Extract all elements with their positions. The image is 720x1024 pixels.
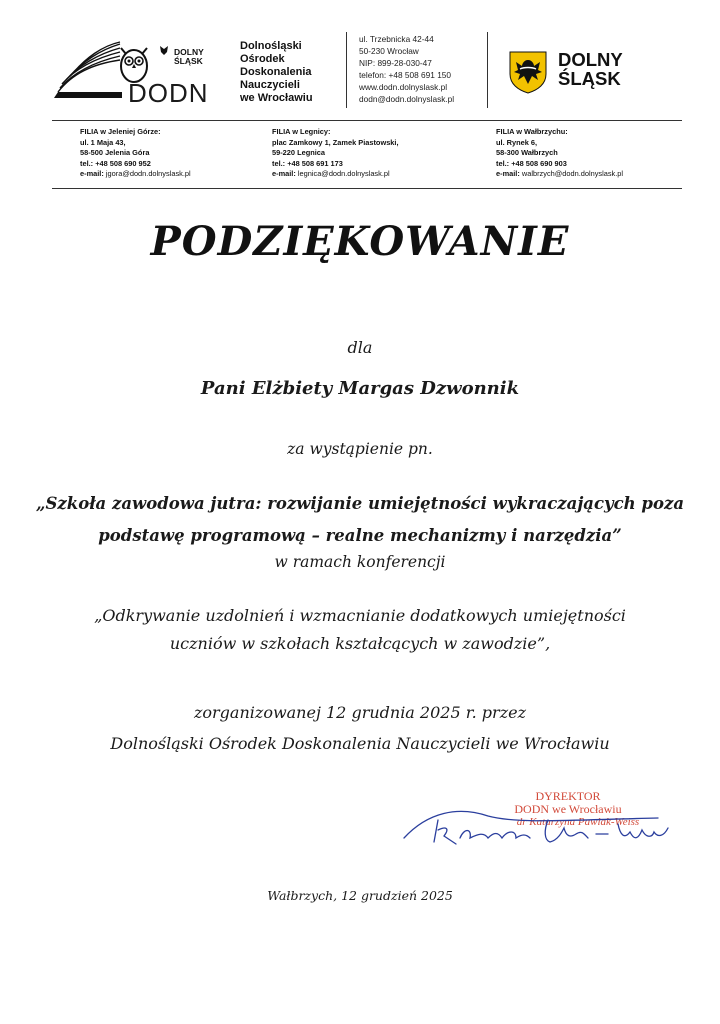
region-brand: DOLNY ŚLĄSK [558,49,623,89]
recipient-name: Pani Elżbiety Margas Dzwonnik [200,378,520,399]
header-divider [346,32,347,108]
for-label: dla [347,338,373,357]
dodn-logo [52,36,230,106]
small-brand-text: DOLNY ŚLĄSK [174,47,204,66]
director-stamp: DYREKTOR DODN we Wrocławiu dr Katarzyna Pawlak-Weiss [514,789,640,828]
address-block: ul. Trzebnicka 42-44 50-230 Wrocław NIP: 899-28-030-47 telefon: +48 508 691 150 www.dodn.dolnyslask.pl dodn@dodn.dolnyslask.pl [359,34,455,104]
region-crest [508,50,548,94]
conference-intro: w ramach konferencji [274,553,446,571]
dodn-wordmark: DODN [128,78,209,108]
handwritten-signature [398,798,688,858]
eagle-crest-icon [508,50,548,94]
organizer-name: Dolnośląski Ośrodek Doskonalenia Nauczycieli we Wrocławiu [110,734,610,753]
header-rule [52,120,682,121]
branch-walbrzych: FILIA w Wałbrzychu: ul. Rynek 6, 58-300 Wałbrzych tel.: +48 508 690 903 e-mail: walbrzych@dodn.dolnyslask.pl [496,127,624,178]
conference-title-line-2: uczniów w szkołach kształcących w zawodzie”, [169,634,551,653]
branches-rule [52,188,682,189]
certificate-title: PODZIĘKOWANIE [150,218,570,265]
branch-legnica: FILIA w Legnicy: plac Zamkowy 1, Zamek Piastowski, 59-220 Legnica tel.: +48 508 691 173 e-mail: legnica@dodn.dolnyslask.pl [272,127,399,178]
organized-date-line: zorganizowanej 12 grudnia 2025 r. przez [193,703,527,722]
talk-title-line-2: podstawę programową – realne mechanizmy i narzędzia” [98,526,622,545]
conference-title-line-1: „Odkrywanie uzdolnień i wzmacnianie dodatkowych umiejętności [94,606,626,625]
talk-title-line-1: „Szkoła zawodowa jutra: rozwijanie umiejętności wykraczających poza [35,494,685,513]
header-divider [487,32,488,108]
place-and-date: Wałbrzych, 12 grudzień 2025 [267,888,453,903]
org-name: Dolnośląski Ośrodek Doskonalenia Nauczycieli we Wrocławiu [240,40,313,104]
reason-text: za wystąpienie pn. [287,440,433,458]
branch-jelenia-gora: FILIA w Jeleniej Górze: ul. 1 Maja 43, 58-500 Jelenia Góra tel.: +48 508 690 952 e-mail: jgora@dodn.dolnyslask.pl [80,127,191,178]
